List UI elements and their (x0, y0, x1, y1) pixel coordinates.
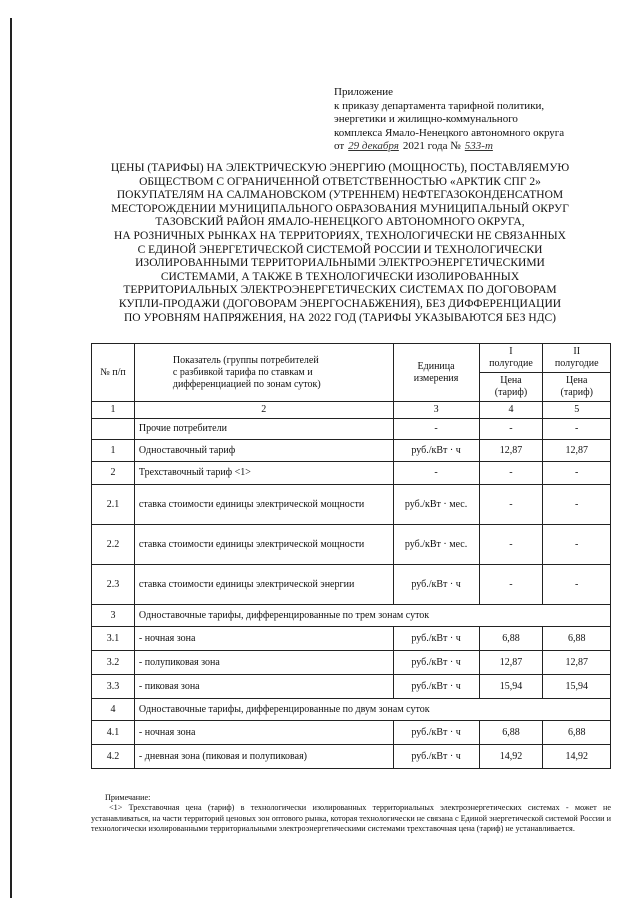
table-row (92, 675, 611, 699)
title-line: ЦЕНЫ (ТАРИФЫ) НА ЭЛЕКТРИЧЕСКУЮ ЭНЕРГИЮ (МОЩНОСТЬ), ПОСТАВЛЯЕМУЮ (110, 162, 570, 174)
row-unit: руб./кВт · ч (393, 627, 479, 651)
table-row (92, 699, 611, 721)
title-line: ИЗОЛИРОВАННЫМИ ТЕРРИТОРИАЛЬНЫМИ ЭЛЕКТРОЭНЕРГЕТИЧЕСКИМИ (135, 257, 545, 270)
row-unit: - (393, 419, 479, 440)
left-margin-line (10, 18, 12, 898)
row-value-half1: 6,88 (479, 721, 543, 745)
title-line: МЕСТОРОЖДЕНИИ МУНИЦИПАЛЬНОГО ОБРАЗОВАНИЯ МУНИЦИПАЛЬНЫЙ ОКРУГ (111, 202, 569, 215)
row-indicator: Одноставочные тарифы, дифференцированные по двум зонам суток (134, 699, 610, 721)
title-line: СИСТЕМАМИ, А ТАКЖЕ В ТЕХНОЛОГИЧЕСКИ ИЗОЛИРОВАННЫХ (160, 270, 520, 283)
row-indicator: - ночная зона (134, 721, 393, 745)
row-number: 3.3 (92, 675, 135, 699)
header-unit-line: измерения (413, 372, 459, 384)
row-value-half1: - (479, 462, 543, 485)
row-indicator: Одноставочный тариф (134, 440, 393, 462)
row-unit: руб./кВт · ч (393, 745, 479, 769)
header-cell-unit (393, 344, 479, 402)
row-value-half2: 12,87 (543, 651, 611, 675)
table-row (92, 525, 611, 565)
row-unit: руб./кВт · ч (393, 675, 479, 699)
row-value-half2: 12,87 (543, 440, 611, 462)
row-indicator: Прочие потребители (134, 419, 393, 440)
header-half2-line: полугодие (554, 358, 599, 369)
row-number: 3.1 (92, 627, 135, 651)
header-unit-line: Единица (417, 360, 455, 372)
table-row (92, 565, 611, 605)
row-value-half1: 6,88 (479, 627, 543, 651)
tariff-table (91, 343, 611, 769)
price-label-line: (тариф) (494, 387, 528, 398)
table-row (92, 462, 611, 485)
price-label-line: Цена (565, 375, 588, 386)
title-line: НА РОЗНИЧНЫХ РЫНКАХ НА ТЕРРИТОРИЯХ, ТЕХНОЛОГИЧЕСКИ НЕ СВЯЗАННЫХ (114, 229, 566, 242)
footnote-title: Примечание: (105, 793, 151, 802)
column-number: 1 (92, 402, 135, 419)
row-value-half1: 12,87 (479, 440, 543, 462)
table-row (92, 485, 611, 525)
row-value-half2: 6,88 (543, 721, 611, 745)
title-line: КУПЛИ-ПРОДАЖИ (ДОГОВОРАМ ЭНЕРГОСНАБЖЕНИЯ), БЕЗ ДИФФЕРЕНЦИАЦИИ (118, 297, 562, 310)
table-row (92, 721, 611, 745)
row-number: 2.3 (92, 565, 135, 605)
row-indicator: Одноставочные тарифы, дифференцированные по трем зонам суток (134, 605, 610, 627)
row-value-half2: - (543, 525, 611, 565)
row-unit: руб./кВт · мес. (393, 485, 479, 525)
date-mid: 2021 года № (402, 140, 461, 152)
row-indicator: - полупиковая зона (134, 651, 393, 675)
header-cell-price (479, 373, 543, 402)
row-value-half1: - (479, 525, 543, 565)
row-value-half2: - (543, 565, 611, 605)
header-half2-line: II (573, 346, 581, 357)
header-cell-num (92, 344, 135, 402)
header-line: к приказу департамента тарифной политики, (334, 99, 545, 112)
header-num-label: № п/п (100, 366, 126, 378)
price-label-line: Цена (500, 375, 522, 386)
row-number: 3 (92, 605, 135, 627)
document-title (70, 162, 610, 325)
row-indicator: ставка стоимости единицы электрической мощности (134, 485, 393, 525)
title-line: ТЕРРИТОРИАЛЬНЫХ ЭЛЕКТРОЭНЕРГЕТИЧЕСКИХ СИСТЕМАХ ПО ДОГОВОРАМ (123, 284, 557, 297)
table-header-row (92, 344, 611, 373)
row-number: 4.1 (92, 721, 135, 745)
title-line: ПО УРОВНЯМ НАПРЯЖЕНИЯ, НА 2022 ГОД (ТАРИФЫ УКАЗЫВАЮТСЯ БЕЗ НДС) (124, 311, 556, 324)
column-number: 3 (393, 402, 479, 419)
row-value-half1: 14,92 (479, 745, 543, 769)
row-indicator: ставка стоимости единицы электрической энергии (134, 565, 393, 605)
title-line: ТАЗОВСКИЙ РАЙОН ЯМАЛО-НЕНЕЦКОГО АВТОНОМНОГО ОКРУГА, (155, 216, 525, 229)
row-value-half1: - (479, 565, 543, 605)
column-number: 2 (134, 402, 393, 419)
header-cell-price (543, 373, 611, 402)
row-number: 1 (92, 440, 135, 462)
row-value-half1: 15,94 (479, 675, 543, 699)
header-cell-half1 (479, 344, 543, 373)
appendix-header (334, 86, 634, 154)
row-indicator: - пиковая зона (134, 675, 393, 699)
table-row (92, 745, 611, 769)
footnote (91, 793, 611, 834)
row-number (92, 419, 135, 440)
header-cell-half2 (543, 344, 611, 373)
row-indicator: ставка стоимости единицы электрической мощности (134, 525, 393, 565)
row-unit: - (393, 462, 479, 485)
row-number: 4 (92, 699, 135, 721)
row-value-half2: 15,94 (543, 675, 611, 699)
date-prefix: от (334, 140, 345, 152)
header-cell-indicator (134, 344, 393, 402)
header-date-line (334, 140, 634, 154)
row-indicator: - дневная зона (пиковая и полупиковая) (134, 745, 393, 769)
header-line: энергетики и жилищно-коммунального (334, 113, 518, 125)
row-indicator: - ночная зона (134, 627, 393, 651)
row-value-half2: 14,92 (543, 745, 611, 769)
title-line: ПОКУПАТЕЛЯМ НА САЛМАНОВСКОМ (УТРЕННЕМ) НЕФТЕГАЗОКОНДЕНСАТНОМ (116, 189, 564, 202)
row-value-half1: - (479, 485, 543, 525)
footnote-text: <1> Трехставочная цена (тариф) в технологически изолированных территориальных электроэнергетических системах - может не устанавливаться, на части территорий ценовых зон оптового рынка, которая технологически не связана с Единой энергетической системой России и технологически изолированными территориальными электроэнергетическими системами трехставочная цена (тариф) не устанавливается. (91, 803, 611, 833)
row-number: 2.2 (92, 525, 135, 565)
table-row (92, 419, 611, 440)
row-unit: руб./кВт · ч (393, 651, 479, 675)
header-indicator-line: дифференциацией по зонам суток) (172, 378, 321, 390)
row-unit: руб./кВт · мес. (393, 525, 479, 565)
row-number: 2 (92, 462, 135, 485)
column-number: 4 (479, 402, 543, 419)
row-number: 4.2 (92, 745, 135, 769)
row-value-half2: 6,88 (543, 627, 611, 651)
header-line: Приложение (334, 86, 394, 98)
row-value-half2: - (543, 419, 611, 440)
row-number: 3.2 (92, 651, 135, 675)
title-line: С ЕДИНОЙ ЭНЕРГЕТИЧЕСКОЙ СИСТЕМОЙ РОССИИ И ТЕХНОЛОГИЧЕСКИ (137, 243, 543, 256)
row-unit: руб./кВт · ч (393, 721, 479, 745)
header-indicator-line: с разбивкой тарифа по ставкам и (172, 366, 313, 378)
table-row (92, 440, 611, 462)
handwritten-number: 533-т (464, 140, 493, 152)
header-indicator-line: Показатель (группы потребителей (172, 354, 319, 366)
row-indicator: Трехставочный тариф <1> (134, 462, 393, 485)
row-value-half2: - (543, 485, 611, 525)
title-line: ОБЩЕСТВОМ С ОГРАНИЧЕННОЙ ОТВЕТСТВЕННОСТЬЮ «АРКТИК СПГ 2» (139, 175, 541, 188)
row-value-half1: 12,87 (479, 651, 543, 675)
header-line: комплекса Ямало-Ненецкого автономного округа (334, 126, 565, 139)
table-row (92, 627, 611, 651)
handwritten-date: 29 декабря (348, 140, 399, 152)
header-half1-line: I (509, 346, 513, 357)
price-label-line: (тариф) (560, 387, 593, 398)
row-value-half2: - (543, 462, 611, 485)
row-unit: руб./кВт · ч (393, 565, 479, 605)
row-number: 2.1 (92, 485, 135, 525)
table-row (92, 651, 611, 675)
row-value-half1: - (479, 419, 543, 440)
header-half1-line: полугодие (489, 358, 533, 369)
column-number: 5 (543, 402, 611, 419)
column-number-row (92, 402, 611, 419)
table-row (92, 605, 611, 627)
row-unit: руб./кВт · ч (393, 440, 479, 462)
